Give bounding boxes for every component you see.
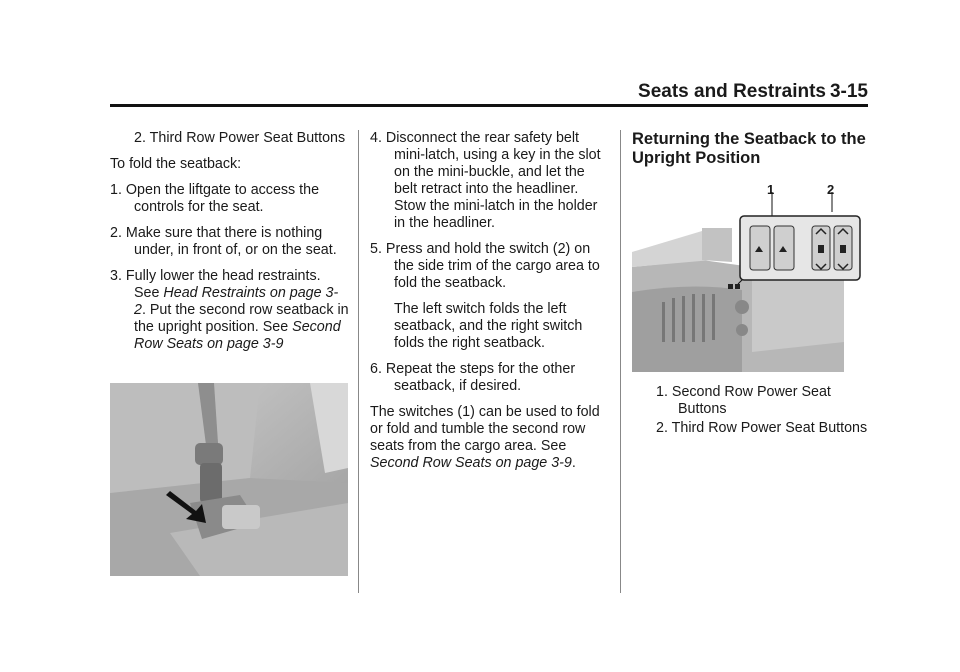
list-item-tail <box>110 130 350 147</box>
legend-text: Third Row Power Seat Buttons <box>671 420 868 436</box>
seatbelt-latch-illustration <box>110 383 348 576</box>
column-divider <box>358 130 359 593</box>
step-5 <box>370 241 610 292</box>
step-2 <box>110 225 350 259</box>
legend-item-2 <box>632 420 872 437</box>
callout-2-label: 2 <box>827 182 835 197</box>
step-5-note: The left switch folds the left seatback, and the right switch folds the right seatback. <box>394 301 583 351</box>
step-6 <box>370 361 610 395</box>
step-text: Fully lower the head restraints. See <box>125 268 321 301</box>
legend-number: 1. <box>656 384 668 400</box>
cargo-switches-illustration <box>632 182 866 372</box>
page-number: 3-15 <box>829 81 868 102</box>
list-number: 2. <box>134 130 146 146</box>
step-number: 5. <box>370 241 382 257</box>
step-text: Repeat the steps for the other seatback, if desired. <box>385 361 576 394</box>
section-heading: Returning the Seatback to the Upright Position <box>632 130 866 167</box>
callout-1-label: 1 <box>767 182 775 197</box>
legend-item-1 <box>632 384 872 418</box>
step-1 <box>110 182 350 216</box>
step-text: Make sure that there is nothing under, in front of, or on the seat. <box>125 225 337 258</box>
column-2 <box>370 130 610 481</box>
legend-text: Second Row Power Seat Buttons <box>671 384 831 417</box>
step-text: Press and hold the switch (2) on the side trim of the cargo area to fold the seatback. <box>385 241 600 291</box>
cross-reference-link[interactable]: Second Row Seats on page 3-9 <box>370 455 572 471</box>
switches-paragraph <box>370 404 610 472</box>
paragraph-end: . <box>571 455 576 471</box>
cross-reference-link[interactable]: Second Row Seats on page 3-9 <box>134 319 341 352</box>
intro-text: To fold the seatback: <box>110 156 242 172</box>
step-number: 4. <box>370 130 382 146</box>
step-text: . Put the second row seatback in the upright position. See <box>134 302 349 335</box>
cross-reference-link[interactable]: Head Restraints on page 3-2 <box>134 285 339 318</box>
step-number: 2. <box>110 225 122 241</box>
step-text: Open the liftgate to access the controls for the seat. <box>125 182 320 215</box>
paragraph-text: The switches (1) can be used to fold or fold and tumble the second row seats from the cargo area. See <box>370 404 600 454</box>
step-4 <box>370 130 610 232</box>
column-1 <box>110 130 350 362</box>
step-text: Disconnect the rear safety belt mini-latch, using a key in the slot on the mini-buckle, and let the belt retract into the headliner. Stow the mini-latch in the holder in the headliner. <box>385 130 601 231</box>
step-number: 1. <box>110 182 122 198</box>
section-title: Seats and Restraints <box>638 81 826 102</box>
step-number: 3. <box>110 268 122 284</box>
column-3 <box>632 130 872 168</box>
step-number: 6. <box>370 361 382 377</box>
step-3 <box>110 268 350 353</box>
figure-legend <box>632 384 872 446</box>
list-text: Third Row Power Seat Buttons <box>149 130 346 146</box>
column-divider <box>620 130 621 593</box>
header-rule <box>110 104 868 107</box>
legend-number: 2. <box>656 420 668 436</box>
